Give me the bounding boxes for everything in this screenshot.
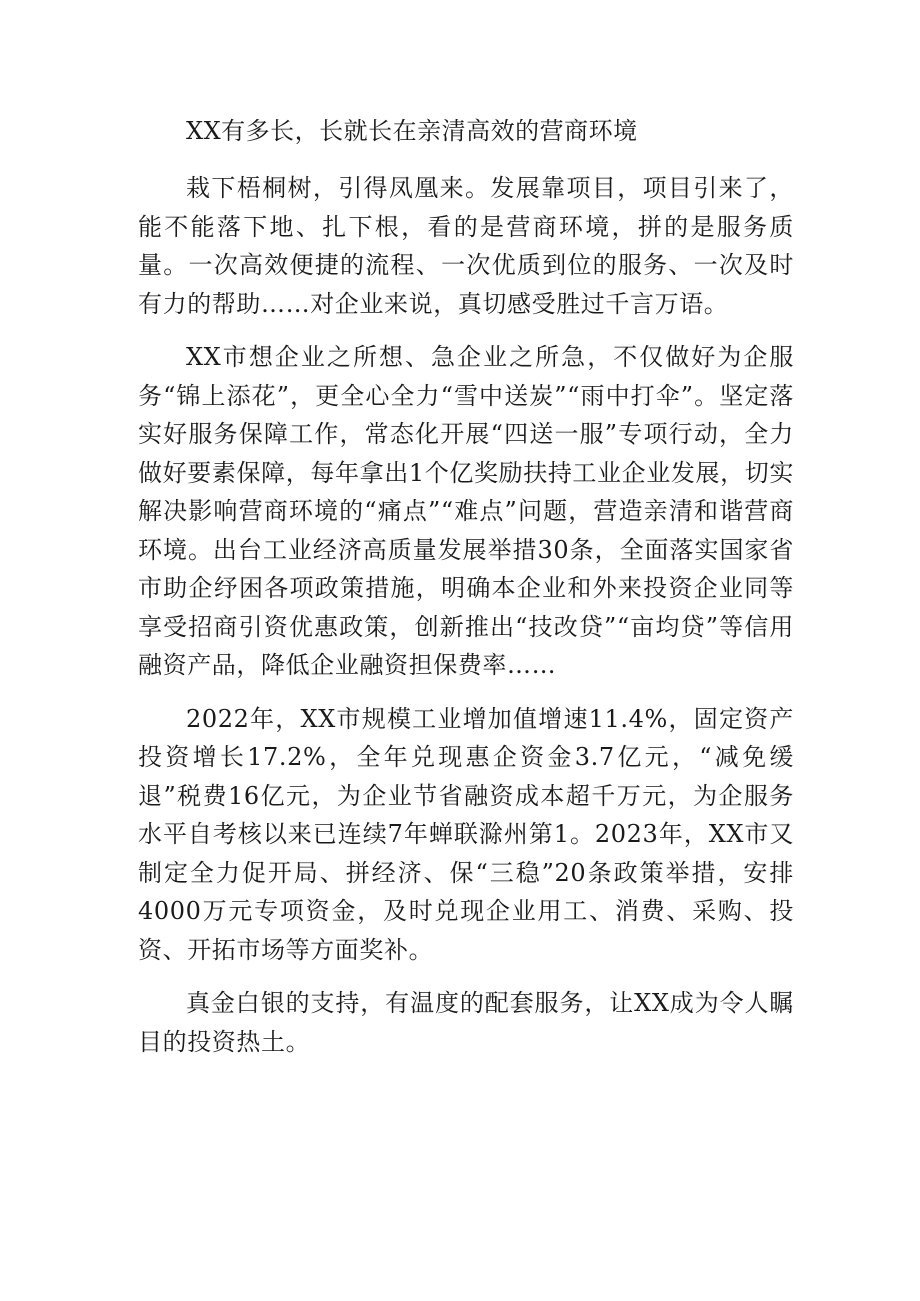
article-headline: XX有多长，长就长在亲清高效的营商环境: [186, 117, 638, 145]
paragraph-intro: 栽下梧桐树，引得凤凰来。发展靠项目，项目引来了，能不能落下地、扎下根，看的是营商环境，拼的是服务质量。一次高效便捷的流程、一次优质到位的服务、一次及时有力的帮助……对企业来说，真切感受胜过千言万语。: [138, 174, 794, 318]
paragraph-statistics: 2022年，XX市规模工业增加值增速11.4%，固定资产投资增长17.2%，全年兑现惠企资金3.7亿元，“减免缓退”税费16亿元，为企业节省融资成本超千万元，为企服务水平自考核以来已连续7年蝉联滁州第1。2023年，XX市又制定全力促开局、拼经济、保“三稳”20条政策举措，安排4000万元专项资金，及时兑现企业用工、消费、采购、投资、开拓市场等方面奖补。: [138, 704, 794, 964]
paragraph-conclusion: 真金白银的支持，有温度的配套服务，让XX成为令人瞩目的投资热土。: [138, 989, 794, 1056]
paragraph-policy-measures: XX市想企业之所想、急企业之所急，不仅做好为企服务“锦上添花”，更全心全力“雪中送炭”“雨中打伞”。坚定落实好服务保障工作，常态化开展“四送一服”专项行动，全力做好要素保障，每年拿出1个亿奖励扶持工业企业发展，切实解决影响营商环境的“痛点”“难点”问题，营造亲清和谐营商环境。出台工业经济高质量发展举措30条，全面落实国家省市助企纾困各项政策措施，明确本企业和外来投资企业同等享受招商引资优惠政策，创新推出“技改贷”“亩均贷”等信用融资产品，降低企业融资担保费率……: [138, 343, 794, 679]
document-body: [138, 111, 794, 1076]
